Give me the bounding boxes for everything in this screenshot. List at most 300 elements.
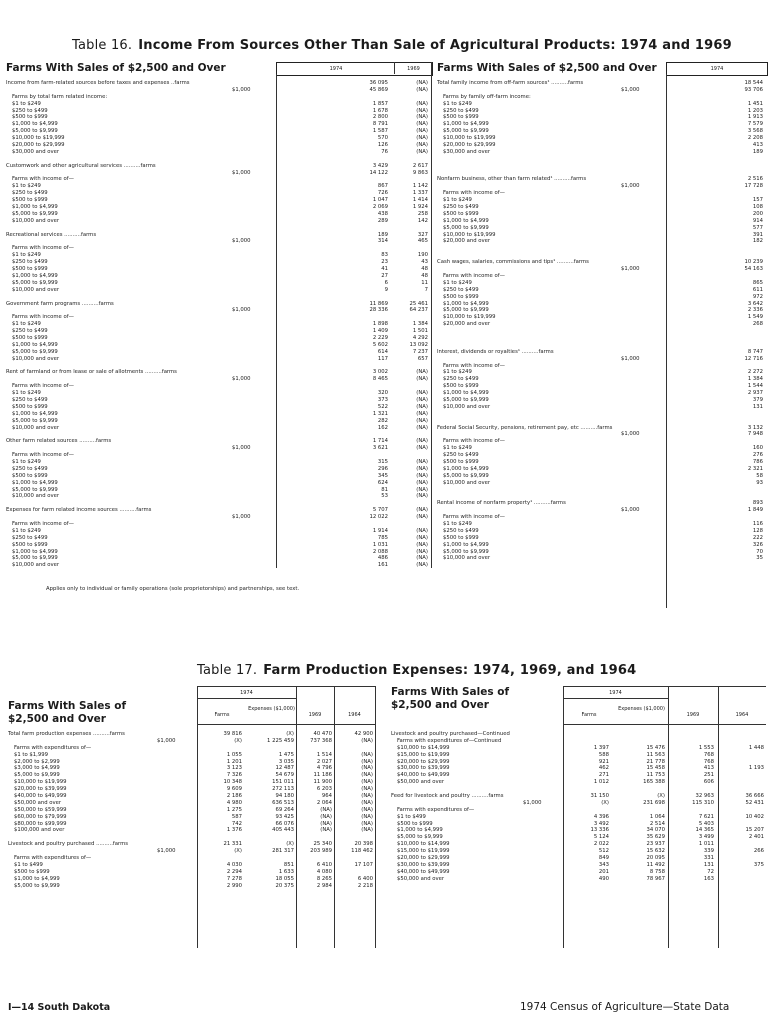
- row-value: 1 203: [747, 107, 763, 114]
- row-value: (NA): [361, 737, 373, 744]
- row-value: (NA): [416, 465, 428, 472]
- row-label: $1,000: [232, 86, 251, 93]
- table17-left-body: [8, 731, 374, 889]
- table-row: [437, 376, 765, 383]
- row-value: 1 142: [412, 183, 428, 190]
- table-row: [391, 807, 765, 814]
- row-label: $10,000 and over: [443, 479, 491, 486]
- row-value: 345: [377, 472, 388, 479]
- row-value: 2 321: [747, 465, 763, 472]
- row-label: $500 to $999: [443, 383, 479, 390]
- table-row: [6, 404, 430, 411]
- row-value: 438: [377, 210, 388, 217]
- table-row: [391, 821, 765, 828]
- table-row: [437, 390, 765, 397]
- table-row: [6, 342, 430, 349]
- row-value: 117: [377, 355, 388, 362]
- footer-right: 1974 Census of Agriculture—State Data: [520, 1001, 730, 1013]
- row-value: 2 990: [226, 882, 242, 889]
- row-label: $1,000 to $4,999: [14, 875, 60, 882]
- table-row: [437, 445, 765, 452]
- table-row: [437, 307, 765, 314]
- row-value: 6 400: [357, 875, 373, 882]
- row-value: 5 124: [593, 834, 609, 841]
- row-label: Farms with income of—: [443, 362, 505, 369]
- row-value: (X): [286, 841, 294, 848]
- row-value: 737 368: [310, 737, 332, 744]
- row-value: 3 132: [747, 424, 763, 431]
- row-value: 11: [421, 279, 428, 286]
- row-label: $20,000 to $29,999: [397, 855, 450, 862]
- row-value: 1 544: [747, 383, 763, 390]
- row-label: $1 to $249: [443, 369, 472, 376]
- row-value: 3 035: [278, 758, 294, 765]
- row-label: $5,000 to $9,999: [12, 210, 58, 217]
- table-row: [6, 452, 430, 459]
- row-label: $250 to $499: [12, 465, 48, 472]
- table-row: [6, 197, 430, 204]
- row-label: $1 to $249: [12, 100, 41, 107]
- table-row: [437, 94, 765, 101]
- row-value: 40 470: [313, 731, 332, 737]
- row-label: $5,000 to $9,999: [12, 348, 58, 355]
- table-row: [6, 101, 430, 108]
- row-label: Farms with income of—: [12, 245, 74, 252]
- row-value: (NA): [361, 765, 373, 772]
- row-value: 182: [752, 238, 763, 245]
- row-value: 15 632: [646, 848, 665, 855]
- row-label: $20,000 and over: [443, 238, 491, 245]
- row-value: 8 747: [747, 348, 763, 355]
- row-value: (NA): [416, 396, 428, 403]
- row-value: 160: [752, 445, 763, 452]
- row-value: 4 292: [412, 334, 428, 341]
- row-value: 11 869: [369, 300, 388, 307]
- row-value: 15 476: [646, 744, 665, 751]
- row-label: $1 to $249: [12, 527, 41, 534]
- row-label: $10,000 and over: [12, 355, 60, 362]
- row-value: 1 849: [747, 507, 763, 514]
- row-value: 81: [381, 486, 388, 493]
- table-row: [391, 876, 765, 883]
- row-label: Farms with income of—: [443, 514, 505, 521]
- table-row: [437, 328, 765, 335]
- row-value: (NA): [320, 827, 332, 834]
- table-row: [437, 500, 765, 507]
- table-row: [6, 135, 430, 142]
- row-value: 3 002: [372, 369, 388, 376]
- row-value: 190: [417, 252, 428, 259]
- row-label: $10,000 and over: [12, 424, 60, 431]
- row-value: 587: [231, 813, 242, 820]
- table-row: [391, 786, 765, 793]
- row-value: 921: [598, 758, 609, 765]
- row-label: $1 to $1,999: [14, 751, 48, 758]
- row-value: 5 602: [372, 341, 388, 348]
- row-value: 462: [598, 765, 609, 772]
- row-value: 266: [753, 848, 764, 855]
- row-label: Other farm related sources ..........farms: [6, 438, 112, 445]
- table-row: [6, 514, 430, 521]
- row-value: 2 064: [316, 799, 332, 806]
- row-label: $10,000 and over: [12, 562, 60, 569]
- row-value: 53: [381, 493, 388, 500]
- row-value: 13 092: [409, 341, 428, 348]
- row-value: 1 337: [412, 190, 428, 197]
- row-value: 21 331: [223, 841, 242, 848]
- row-value: 1 397: [593, 744, 609, 751]
- row-label: $20,000 to $29,999: [397, 758, 450, 765]
- table-row: [437, 438, 765, 445]
- row-value: 1 678: [372, 107, 388, 114]
- row-value: 8 265: [316, 875, 332, 882]
- row-label: $1,000: [621, 507, 640, 514]
- table-row: [437, 528, 765, 535]
- row-value: 512: [598, 848, 609, 855]
- table-row: [8, 848, 374, 855]
- row-label: $1,000 to $4,999: [12, 204, 58, 211]
- row-value: 54 163: [744, 266, 763, 273]
- row-value: 25 461: [409, 300, 428, 307]
- table-row: [437, 211, 765, 218]
- table-row: [6, 80, 430, 87]
- row-value: 2 027: [316, 758, 332, 765]
- row-value: 657: [417, 355, 428, 362]
- table-row: [8, 855, 374, 862]
- table-row: [8, 814, 374, 821]
- row-value: (X): [234, 737, 242, 744]
- table-row: [6, 349, 430, 356]
- row-label: $500 to $999: [12, 334, 48, 341]
- row-label: Farms by family off-farm income:: [443, 93, 531, 100]
- row-label: $5,000 to $9,999: [12, 417, 58, 424]
- row-value: 7 326: [226, 772, 242, 779]
- row-value: 1 011: [698, 841, 714, 848]
- table17-left-col-1964: 1964: [348, 712, 361, 718]
- row-value: 6 410: [316, 861, 332, 868]
- row-value: 1 321: [372, 410, 388, 417]
- row-value: 1 553: [698, 744, 714, 751]
- row-value: (NA): [416, 86, 428, 93]
- row-label: $1,000 to $4,999: [12, 341, 58, 348]
- table-row: [6, 555, 430, 562]
- row-value: 162: [377, 424, 388, 431]
- row-value: 14 122: [369, 169, 388, 176]
- row-value: (NA): [361, 786, 373, 793]
- table17-left-heading-line2: $2,500 and Over: [8, 713, 106, 725]
- table-row: [6, 225, 430, 232]
- row-value: (NA): [416, 493, 428, 500]
- table-row: [437, 487, 765, 494]
- row-value: 522: [377, 403, 388, 410]
- row-label: $10,000 and over: [443, 403, 491, 410]
- table17-title: [197, 663, 636, 678]
- table-row: [6, 376, 430, 383]
- row-value: (NA): [416, 548, 428, 555]
- row-value: 128: [752, 527, 763, 534]
- row-label: $500 to $999: [12, 472, 48, 479]
- table-row: [8, 800, 374, 807]
- row-label: Interest, dividends or royalties¹ ..........farms: [437, 348, 554, 355]
- row-value: 588: [598, 751, 609, 758]
- table16-right-colheader: [666, 62, 768, 76]
- row-value: 486: [377, 555, 388, 562]
- row-value: 23: [381, 259, 388, 266]
- row-value: 1 501: [412, 328, 428, 335]
- row-value: 2 336: [747, 307, 763, 314]
- row-value: 2 294: [226, 868, 242, 875]
- row-label: $1 to $499: [14, 861, 43, 868]
- row-value: (NA): [416, 135, 428, 142]
- table16-left-col-1974: 1974: [329, 66, 343, 72]
- row-label: $1 to $249: [443, 445, 472, 452]
- table-row: [437, 342, 765, 349]
- row-value: 2 617: [412, 162, 428, 169]
- row-value: (NA): [416, 107, 428, 114]
- row-label: $250 to $499: [12, 259, 48, 266]
- row-label: $5,000 to $9,999: [443, 548, 489, 555]
- row-value: (NA): [416, 369, 428, 376]
- row-value: 405 443: [272, 827, 294, 834]
- row-value: 2 516: [747, 176, 763, 183]
- table-row: [6, 466, 430, 473]
- row-value: 1 514: [316, 751, 332, 758]
- table-row: [437, 183, 765, 190]
- row-label: $40,000 to $49,999: [14, 793, 67, 800]
- row-value: 867: [377, 183, 388, 190]
- row-value: 2 800: [372, 114, 388, 121]
- row-value: 742: [231, 820, 242, 827]
- row-label: $1,000 to $4,999: [443, 390, 489, 397]
- row-label: Farms with income of—: [443, 272, 505, 279]
- row-label: $5,000 to $9,999: [14, 772, 60, 779]
- row-label: $5,000 to $9,999: [443, 396, 489, 403]
- row-value: (NA): [416, 541, 428, 548]
- row-value: 12 716: [744, 355, 763, 362]
- row-value: (NA): [361, 772, 373, 779]
- table-row: [437, 321, 765, 328]
- row-value: 78 967: [646, 875, 665, 882]
- table-row: [6, 114, 430, 121]
- row-label: $5,000 to $9,999: [443, 128, 489, 135]
- row-value: 9 609: [226, 786, 242, 793]
- row-label: $1,000 to $4,999: [12, 121, 58, 128]
- row-value: 1 384: [747, 376, 763, 383]
- table-row: [6, 390, 430, 397]
- row-value: 611: [752, 286, 763, 293]
- table-row: [437, 425, 765, 432]
- row-label: $5,000 to $9,999: [443, 307, 489, 314]
- row-value: (NA): [361, 751, 373, 758]
- row-label: $3,000 to $4,999: [14, 765, 60, 772]
- row-value: 379: [752, 396, 763, 403]
- row-value: 3 123: [226, 765, 242, 772]
- table-row: [437, 156, 765, 163]
- row-value: 6: [384, 279, 388, 286]
- row-value: 165 388: [643, 779, 665, 786]
- table-row: [437, 493, 765, 500]
- row-label: $1,000: [621, 86, 640, 93]
- row-value: 20 095: [646, 855, 665, 862]
- row-value: 43: [421, 259, 428, 266]
- row-label: $500 to $999: [443, 210, 479, 217]
- table-row: [437, 418, 765, 425]
- row-value: 1 914: [372, 527, 388, 534]
- row-label: $1 to $249: [12, 321, 41, 328]
- table17-right-col-1969: 1969: [686, 712, 700, 718]
- table-row: [391, 834, 765, 841]
- row-value: 7 621: [698, 813, 714, 820]
- row-value: 375: [753, 861, 764, 868]
- row-label: $50,000 and over: [14, 799, 62, 806]
- row-value: 4 396: [593, 813, 609, 820]
- row-value: 6 203: [316, 786, 332, 793]
- row-value: 3 429: [372, 162, 388, 169]
- table-row: [6, 87, 430, 94]
- row-label: $50,000 and over: [397, 779, 445, 786]
- table-row: [437, 294, 765, 301]
- row-value: 36 666: [745, 793, 764, 800]
- table-row: [437, 114, 765, 121]
- row-value: 1 012: [593, 779, 609, 786]
- table-row: [6, 287, 430, 294]
- table-row: [8, 807, 374, 814]
- row-value: (NA): [416, 472, 428, 479]
- row-value: 1 414: [412, 197, 428, 204]
- row-value: 5 403: [698, 820, 714, 827]
- row-value: 624: [377, 479, 388, 486]
- table-row: [391, 772, 765, 779]
- table16-title-text: Income From Sources Other Than Sale of Agricultural Products: 1974 and 1969: [138, 38, 732, 53]
- row-value: 8 465: [372, 376, 388, 383]
- row-label: Nonfarm business, other than farm related¹ ..........farms: [437, 176, 587, 183]
- table-row: [6, 94, 430, 101]
- row-label: $10,000 and over: [12, 493, 60, 500]
- table-row: [8, 834, 374, 841]
- row-value: (NA): [416, 445, 428, 452]
- table-row: [6, 521, 430, 528]
- table-row: [437, 459, 765, 466]
- footer-left: I—14 South Dakota: [8, 1002, 111, 1013]
- row-value: 48: [421, 266, 428, 273]
- table-row: [391, 800, 765, 807]
- table-row: [437, 87, 765, 94]
- table-row: [391, 779, 765, 786]
- row-value: 115 310: [692, 799, 714, 806]
- row-value: 4 980: [226, 799, 242, 806]
- row-label: $100,000 and over: [14, 827, 65, 834]
- row-value: (NA): [416, 114, 428, 121]
- table-row: [437, 108, 765, 115]
- row-value: 1 409: [372, 328, 388, 335]
- row-value: 2 022: [593, 841, 609, 848]
- row-value: 1 924: [412, 204, 428, 211]
- row-value: 1 714: [372, 438, 388, 445]
- row-value: 2 272: [747, 369, 763, 376]
- table-row: [437, 142, 765, 149]
- row-value: (X): [234, 848, 242, 855]
- table-row: [8, 883, 374, 890]
- row-label: $1,000 to $4,999: [12, 410, 58, 417]
- row-label: $5,000 to $9,999: [443, 224, 489, 231]
- row-value: (NA): [361, 820, 373, 827]
- row-value: 83: [381, 252, 388, 259]
- row-value: (NA): [416, 390, 428, 397]
- row-value: 8 758: [649, 868, 665, 875]
- table17-right-col-farms: Farms: [581, 712, 597, 718]
- table-row: [8, 786, 374, 793]
- row-label: $30,000 to $39,999: [397, 765, 450, 772]
- row-value: 17 728: [744, 183, 763, 190]
- row-label: Livestock and poultry purchased ..........farms: [8, 841, 129, 848]
- table-row: [437, 287, 765, 294]
- table-row: [6, 259, 430, 266]
- row-value: 58: [756, 472, 763, 479]
- row-value: 3 568: [747, 128, 763, 135]
- row-value: 41: [381, 266, 388, 273]
- row-value: 7 237: [412, 348, 428, 355]
- row-value: 490: [598, 875, 609, 882]
- table-row: [437, 349, 765, 356]
- row-value: (NA): [416, 403, 428, 410]
- row-value: 17 107: [354, 861, 373, 868]
- row-value: 1 055: [226, 751, 242, 758]
- row-label: $1,000 to $4,999: [12, 548, 58, 555]
- row-label: $20,000 to $29,999: [443, 142, 496, 149]
- row-value: 9: [384, 286, 388, 293]
- row-value: (NA): [416, 458, 428, 465]
- row-value: 1 913: [747, 114, 763, 121]
- row-label: $20,000 and over: [443, 321, 491, 328]
- row-value: (X): [657, 793, 665, 800]
- table-row: [437, 225, 765, 232]
- row-value: (NA): [416, 424, 428, 431]
- row-value: 2 186: [226, 793, 242, 800]
- table-row: [6, 383, 430, 390]
- row-label: $10,000 to $19,999: [443, 135, 496, 142]
- row-label: $5,000 to $9,999: [14, 882, 60, 889]
- row-value: 1 193: [748, 765, 764, 772]
- row-value: 18 055: [275, 875, 294, 882]
- row-value: 4 080: [316, 868, 332, 875]
- row-label: Total farm production expenses ..........farms: [8, 731, 125, 737]
- row-label: $1,000 to $4,999: [397, 827, 443, 834]
- table-row: [6, 156, 430, 163]
- row-label: $1,000 to $4,999: [443, 541, 489, 548]
- row-value: 222: [752, 534, 763, 541]
- row-value: 131: [752, 403, 763, 410]
- table-row: [391, 841, 765, 848]
- row-value: 18 544: [744, 80, 763, 86]
- table-row: [391, 738, 765, 745]
- table17-right-heading-line2: $2,500 and Over: [391, 699, 489, 711]
- row-label: $1,000: [621, 183, 640, 190]
- row-value: (NA): [361, 806, 373, 813]
- row-value: (NA): [361, 799, 373, 806]
- table-row: [391, 848, 765, 855]
- table-row: [6, 431, 430, 438]
- table-row: [437, 542, 765, 549]
- table-row: [6, 245, 430, 252]
- row-label: $500 to $999: [397, 820, 433, 827]
- table-row: [437, 514, 765, 521]
- table17-left-col-1969: 1969: [308, 712, 322, 718]
- table-row: [6, 493, 430, 500]
- row-label: $60,000 to $79,999: [14, 813, 67, 820]
- row-label: $500 to $999: [12, 114, 48, 121]
- table-row: [8, 841, 374, 848]
- table17-left-col-1974: 1974: [240, 690, 253, 696]
